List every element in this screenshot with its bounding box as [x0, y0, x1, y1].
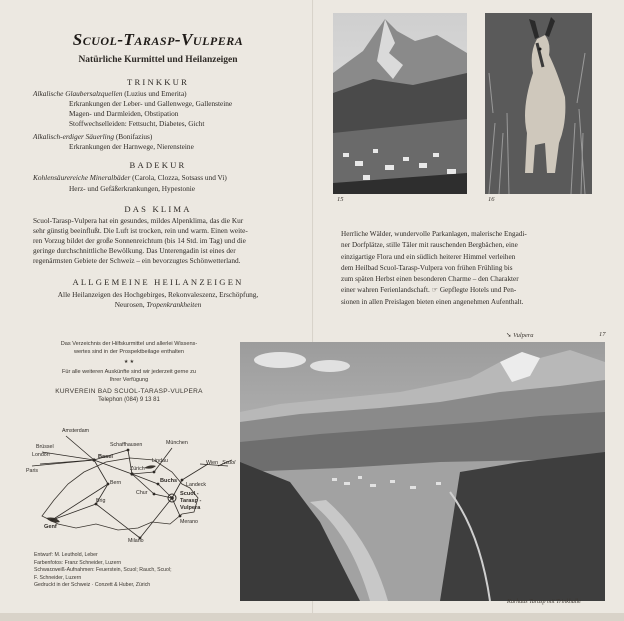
- vulpera-label-text: Vulpera: [513, 332, 534, 339]
- auskunft-line: Für alle weiteren Auskünfte sind wir jederzeit gerne zu: [61, 369, 196, 375]
- route-map: [22, 424, 240, 552]
- photo-panorama: [240, 342, 605, 601]
- map-label: Zürich: [130, 466, 145, 472]
- map-label: Scuol -: [180, 491, 199, 497]
- map-label: Amsterdam: [62, 428, 90, 434]
- map-label: Paris: [26, 468, 39, 474]
- right-text-line: dem Heilbad Scuol-Tarasp-Vulpera von frühen Frühling bis: [341, 263, 513, 272]
- map-label: Merano: [180, 519, 198, 525]
- map-label: München: [166, 440, 188, 446]
- brochure-subtitle: Natürliche Kurmittel und Heilanzeigen: [78, 55, 238, 65]
- stars-divider: ★ ★: [123, 359, 135, 365]
- trinkkur-row2: [33, 132, 152, 142]
- right-text-line: einzigartige Flora und ein südlich heiterer Himmel verleihen: [341, 252, 516, 261]
- klima-line: regenärmsten Gebiete der Schweiz – ein bevorzugtes Schönwetterland.: [33, 255, 241, 265]
- photo-mountain-village: [333, 13, 467, 194]
- photo15-number: 15: [337, 196, 344, 203]
- destination-dot: [170, 496, 174, 500]
- trinkkur-row2-names: (Bonifazius): [115, 132, 153, 141]
- map-label: Milano: [128, 538, 144, 544]
- map-label: Bern: [110, 480, 122, 486]
- credit-line: Gedruckt in der Schweiz · Conzett & Huber, Zürich: [34, 582, 151, 589]
- map-label: Vulpera: [180, 505, 201, 511]
- page-number: 17: [599, 331, 606, 338]
- verzeichnis-line: Das Verzeichnis der Hilfskurmittel und allerlei Wissens-: [60, 341, 198, 347]
- map-label: London: [32, 452, 50, 458]
- credit-line: F. Schneider, Luzern: [34, 574, 82, 581]
- badekur-row-line: Herz- und Gefäßerkrankungen, Hypestonie: [69, 184, 196, 193]
- map-label: Lindau: [152, 458, 168, 464]
- right-text-line: einer wahren Ferienlandschaft. ☞ Gepflegte Hotels und Pen-: [341, 286, 517, 295]
- map-label: Scuol: [222, 460, 236, 466]
- heilanzeigen-line2b: Tropenkrankheiten: [146, 300, 202, 309]
- trinkkur-row1-names: (Luzius und Emerita): [124, 89, 187, 98]
- auskunft-line: Ihrer Verfügung: [109, 377, 149, 383]
- klima-paragraph: [33, 216, 295, 266]
- arrow-down-icon: ➘: [506, 332, 512, 339]
- klima-line: Scuol-Tarasp-Vulpera hat ein gesundes, mildes Alpenklima, das die Kur: [33, 216, 244, 225]
- klima-line: geringe durchschnittliche Bewölkung. Das Unterengadin ist eines der: [33, 245, 236, 255]
- lake-constance: [144, 465, 156, 468]
- trinkkur-row1-line: Erkrankungen der Leber- und Gallenwege, Gallensteine: [69, 99, 233, 108]
- trinkkur-row1-line: Magen- und Darmleiden, Obstipation: [69, 109, 179, 118]
- verzeichnis-line: wertes sind in der Prospektbeilage enthalten: [73, 349, 185, 355]
- badekur-row-label: Kohlensäurereiche Mineralbäder: [33, 173, 131, 182]
- photo-chamois: [485, 13, 592, 194]
- map-label: Chur: [136, 490, 148, 496]
- klima-heading: DAS KLIMA: [124, 204, 192, 214]
- map-label: Brig: [96, 498, 106, 504]
- trinkkur-row2-label: Alkalisch-erdiger Säuerling: [33, 132, 114, 141]
- kurverein-name: KURVEREIN BAD SCUOL-TARASP-VULPERA: [55, 388, 203, 395]
- trinkkur-row1: [33, 89, 187, 99]
- map-label: Basel: [98, 454, 113, 460]
- right-text-line: sionen in allen Preislagen bieten einen angenehmen Aufenthalt.: [341, 297, 524, 306]
- heilanzeigen-line1: Alle Heilanzeigen des Hochgebirges, Rekonvaleszenz, Erschöpfung,: [57, 290, 259, 299]
- vulpera-label: [506, 331, 534, 339]
- map-label: Tarasp -: [180, 498, 202, 504]
- badekur-row-names: (Carola, Clozza, Sotsass und Vi): [132, 173, 227, 182]
- map-label: Wien: [206, 460, 219, 466]
- map-label: Landeck: [186, 482, 207, 488]
- trinkkur-heading: TRINKKUR: [127, 77, 189, 87]
- klima-line: ren Vorzug bildet der große Sonnenreichtum (bis 14 Std. im Tag) und die: [33, 235, 246, 245]
- trinkkur-row1-line: Stoffwechselleiden: Fettsucht, Diabetes, Gicht: [69, 119, 205, 128]
- map-label: Genf: [44, 524, 57, 530]
- right-text-line: Herrliche Wälder, wundervolle Parkanlagen, malerische Engadi-: [341, 230, 527, 238]
- panorama-caption: Kurhaus Tarasp mit Trinkhalle: [507, 599, 581, 605]
- klima-line: sehr günstig beeinflußt. Die Luft ist trocken, rein und warm. Einen weite-: [33, 225, 248, 235]
- page-bottom-edge: [0, 613, 624, 621]
- map-label: Buchs: [160, 478, 178, 484]
- badekur-row: [33, 173, 227, 183]
- right-text-line: ner Dorfplätze, stille Täler mit rauschenden Bergbächen, eine: [341, 241, 518, 250]
- heilanzeigen-heading: ALLGEMEINE HEILANZEIGEN: [72, 277, 244, 287]
- map-label: Schaffhausen: [110, 442, 143, 448]
- heilanzeigen-line2: [18, 300, 298, 310]
- right-text-line: zum späten Herbst einen besonderen Charme – den Charakter: [341, 275, 519, 284]
- heilanzeigen-line2a: Neurosen,: [114, 300, 147, 309]
- map-label: Brüssel: [36, 444, 54, 450]
- credits: [34, 552, 172, 590]
- credit-line: Schwarzweiß-Aufnahmen: Feuerstein, Scuol; Rauch, Scuol;: [34, 567, 172, 574]
- trinkkur-row2-line: Erkrankungen der Harnwege, Nierensteine: [69, 142, 194, 151]
- credit-line: Farbenfotos: Franz Schneider, Luzern: [34, 559, 122, 566]
- photo16-number: 16: [488, 196, 495, 203]
- brochure-title: Scuol-Tarasp-Vulpera: [72, 30, 244, 49]
- trinkkur-row1-label: Alkalische Glaubersalzquellen: [33, 89, 123, 98]
- telephon: Telephon (084) 9 13 81: [98, 397, 160, 403]
- credit-line: Entwurf: M. Leuthold, Leber: [34, 552, 98, 558]
- verzeichnis-note: [34, 340, 224, 404]
- right-paragraph: [341, 229, 603, 308]
- badekur-heading: BADEKUR: [129, 160, 187, 170]
